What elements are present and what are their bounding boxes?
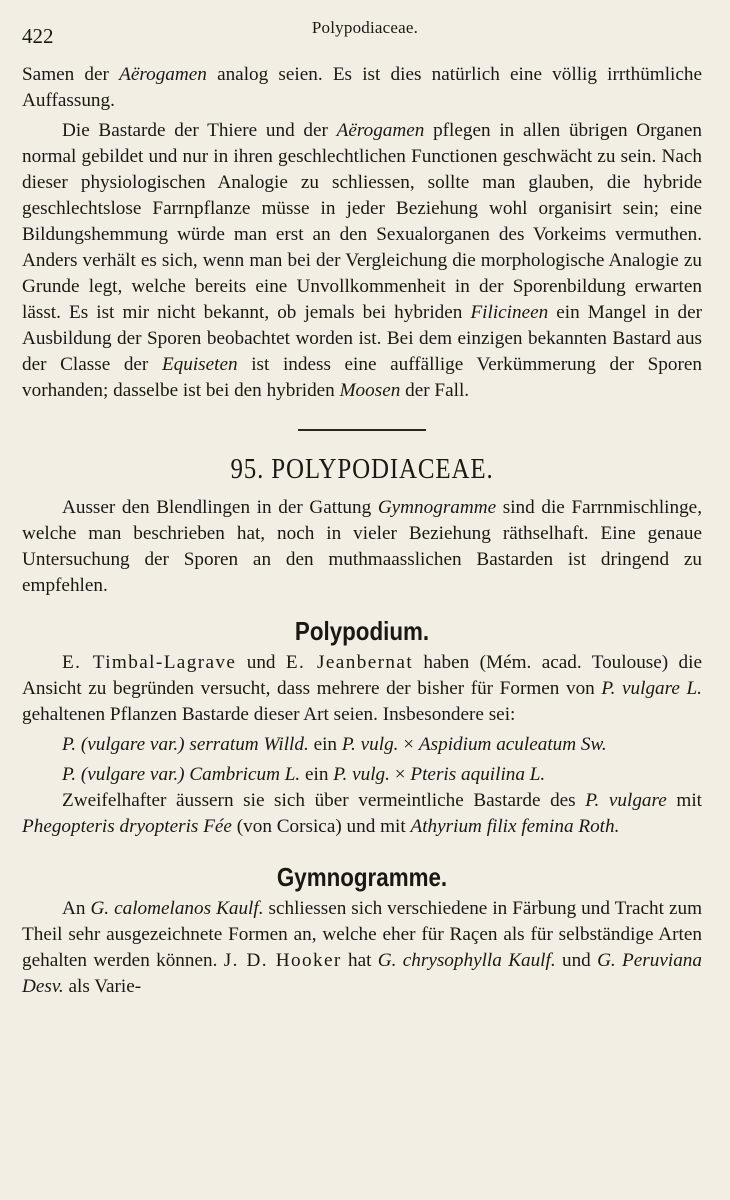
- paragraph-8: [22, 896, 702, 1000]
- page-header: [0, 0, 730, 50]
- text-run: Ausser den Blendlingen in der Gattung: [62, 497, 378, 518]
- hybrid-sign: ×: [398, 734, 419, 755]
- text-run: und: [555, 950, 598, 971]
- italic-term: P. (vulgare var.) serratum Willd.: [62, 734, 309, 755]
- italic-term: P. vulgare: [585, 790, 667, 811]
- text-run: haben (Mém. acad. Toulouse) die Ansicht zu begründen versucht, dass mehrere der bisher für Formen von: [22, 652, 702, 699]
- italic-term: Aërogamen: [336, 120, 425, 141]
- section-divider: [298, 429, 426, 431]
- italic-term: P. vulg.: [333, 764, 390, 785]
- hybrid-sign: ×: [389, 764, 411, 785]
- text-run: mit: [666, 790, 702, 811]
- italic-term: G. chrysophylla Kaulf.: [377, 950, 556, 971]
- text-run: ein Mangel in der Ausbildung der Sporen beobachtet worden ist. Bei dem einzigen bekannten Bastard aus der Classe der: [22, 302, 702, 375]
- page-number: 422: [22, 24, 54, 48]
- text-run: pflegen in allen übrigen Organen normal gebildet und nur in ihren geschlechtlichen Functionen geschwächt zu sein. Nach dieser physiologischen Analogie zu schliessen, sollte man glauben, die hybride geschlechtslose Farrnpflanze müsse in jeder Beziehung wohl organisirt sein; eine Bildungshemmung würde man erst an den Sexualorganen des Vorkeims vermuthen. Anders verhält es sich, wenn man bei der Vergleichung die morphologische Analogie zu Grunde legt, welche bereits eine Unvollkommenheit in der Sporenbildung erwarten lässt. Es ist mir nicht bekannt, ob jemals bei hybriden: [22, 120, 702, 323]
- italic-term: Equiseten: [161, 354, 238, 375]
- text-run: hat: [341, 950, 378, 971]
- italic-term: Moosen: [339, 380, 401, 401]
- section-heading: 95. POLYPODIACEAE.: [230, 453, 494, 485]
- italic-term: P. (vulgare var.) Cambricum L.: [62, 764, 301, 785]
- paragraph-6: [22, 762, 702, 788]
- author-name: E. Timbal-Lagrave: [62, 652, 237, 673]
- italic-term: Gymnogramme: [377, 497, 497, 518]
- genus-heading-polypodium: Polypodium.: [294, 616, 430, 646]
- text-run: als Varie-: [63, 976, 142, 997]
- text-run: (von Corsica) und mit: [231, 816, 411, 837]
- body-text: [22, 62, 702, 1000]
- paragraph-5: [22, 732, 702, 758]
- italic-term: P. vulg.: [341, 734, 399, 755]
- author-name: E. Jeanbernat: [285, 652, 414, 673]
- paragraph-2: [22, 118, 702, 404]
- text-run: Die Bastarde der Thiere und der: [62, 120, 337, 141]
- text-run: gehaltenen Pflanzen Bastarde dieser Art seien. Insbesondere sei:: [22, 704, 516, 725]
- italic-term: Aërogamen: [119, 64, 207, 85]
- text-run: Samen der: [22, 64, 120, 85]
- text-run: der Fall.: [400, 380, 470, 401]
- text-run: und: [236, 652, 286, 673]
- italic-term: Aspidium aculeatum Sw.: [418, 734, 607, 755]
- italic-term: G. Peruviana Desv.: [22, 950, 702, 997]
- italic-term: Phegopteris dryopteris Fée: [22, 816, 232, 837]
- text-run: analog seien. Es ist dies natürlich eine völlig irrthümliche Auffassung.: [22, 64, 702, 111]
- text-run: An: [62, 898, 91, 919]
- text-run: Zweifelhafter äussern sie sich über vermeintliche Bastarde des: [62, 790, 586, 811]
- text-run: ein: [300, 764, 334, 785]
- text-run: schliessen sich verschiedene in Färbung und Tracht zum Theil sehr ausgezeichnete Formen an, welche eher für Raçen als für selbständige Arten gehalten werden können.: [22, 898, 703, 971]
- text-run: sind die Farrnmischlinge, welche man beschrieben hat, noch in vieler Beziehung räthselhaft. Eine genaue Untersuchung der Sporen an den muthmaasslichen Bastarden ist dringend zu empfehlen.: [22, 497, 702, 596]
- italic-term: G. calomelanos Kaulf.: [90, 898, 264, 919]
- running-title: Polypodiaceae.: [311, 18, 419, 37]
- paragraph-4: [22, 650, 702, 728]
- italic-term: Filicineen: [470, 302, 549, 323]
- text-run: ein: [308, 734, 342, 755]
- paragraph-1: [22, 62, 702, 114]
- genus-heading-gymnogramme: Gymnogramme.: [276, 862, 448, 892]
- author-name: J. D. Hooker: [223, 950, 342, 971]
- text-run: ist indess eine auffällige Verkümmerung der Sporen vorhanden; dasselbe ist bei den hybriden: [22, 354, 702, 401]
- italic-term: P. vulgare L.: [601, 678, 702, 699]
- paragraph-7: [22, 788, 702, 840]
- italic-term: Athyrium filix femina Roth.: [410, 816, 620, 837]
- italic-term: Pteris aquilina L.: [410, 764, 546, 785]
- paragraph-3: [22, 495, 702, 599]
